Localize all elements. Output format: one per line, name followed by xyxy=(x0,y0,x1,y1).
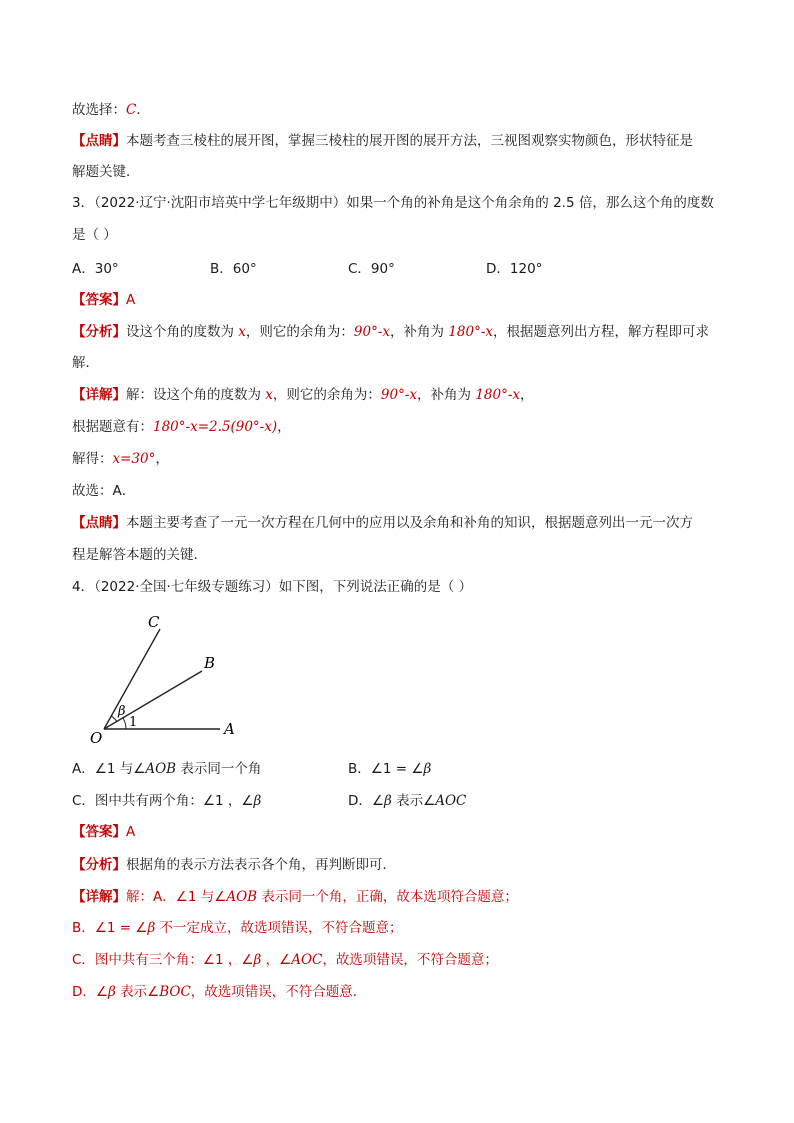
label-beta: β xyxy=(118,704,126,719)
label-c: C xyxy=(148,613,160,631)
q4-detail-line1: 【详解】解：A．∠1 与∠AOB 表示同一个角，正确，故本选项符合题意； xyxy=(72,889,518,905)
q3-detail-line2: 根据题意有：180°-x=2.5(90°-x)， xyxy=(72,419,291,435)
q4-option-c: C．图中共有两个角：∠1 ，∠β xyxy=(72,793,262,809)
q3-detail-line4: 故选：A． xyxy=(72,483,136,499)
arc-angle-beta xyxy=(111,716,117,722)
q3-option-d: D．120° xyxy=(486,261,543,277)
label-a: A xyxy=(224,720,235,738)
prev-conclusion: 故选择：C． xyxy=(72,102,150,118)
q3-analysis-line2: 解． xyxy=(72,355,99,371)
q4-option-d: D．∠β 表示∠AOC xyxy=(348,793,467,809)
ray-oc xyxy=(104,629,160,729)
q4-detail-line3: C．图中共有三个角：∠1 ，∠β ，∠AOC，故选项错误，不符合题意； xyxy=(72,952,498,968)
q3-option-b: B．60° xyxy=(210,261,257,277)
q4-option-b: B．∠1 = ∠β xyxy=(348,761,432,777)
ray-ob xyxy=(104,671,202,729)
q3-detail-line1: 【详解】解：设这个角的度数为 x，则它的余角为：90°-x，补角为 180°-x， xyxy=(72,387,534,403)
q3-point-line2: 程是解答本题的关键． xyxy=(72,547,207,563)
q3-option-a: A．30° xyxy=(72,261,119,277)
q3-option-c: C．90° xyxy=(348,261,395,277)
q3-answer: 【答案】A xyxy=(72,292,136,308)
arc-angle-1 xyxy=(123,718,126,729)
q3-detail-line3: 解得：x=30°， xyxy=(72,451,169,467)
q3-point-line1: 【点睛】本题主要考查了一元一次方程在几何中的应用以及余角和补角的知识，根据题意列出一元一次方 xyxy=(72,515,693,531)
q3-equation: 180°-x=2.5(90°-x) xyxy=(153,419,278,435)
q4-detail-line4: D．∠β 表示∠BOC，故选项错误，不符合题意． xyxy=(72,984,367,1000)
prev-point-line2: 解题关键． xyxy=(72,164,140,180)
q4-option-a: A．∠1 与∠AOB 表示同一个角 xyxy=(72,761,262,777)
angle-figure xyxy=(80,605,260,750)
point-tag: 【点睛】 xyxy=(72,133,126,149)
prev-point-line1: 【点睛】本题考查三棱柱的展开图，掌握三棱柱的展开图的展开方法，三视图观察实物颜色，形状特征是 xyxy=(72,133,693,149)
q3-solution: x=30° xyxy=(112,451,156,467)
q3-stem-line1: 3．（2022·辽宁·沈阳市培英中学七年级期中）如果一个角的补角是这个角余角的 2.5 倍，那么这个角的度数 xyxy=(72,195,714,211)
q4-detail-line2: B．∠1 = ∠β 不一定成立，故选项错误，不符合题意； xyxy=(72,920,403,936)
label-o: O xyxy=(90,729,103,747)
q3-analysis-line1: 【分析】设这个角的度数为 x，则它的余角为：90°-x，补角为 180°-x，根据题意列出方程，解方程即可求 xyxy=(72,324,710,340)
q4-answer: 【答案】A xyxy=(72,824,136,840)
label-b: B xyxy=(204,654,216,672)
q3-stem-line2: 是（ ） xyxy=(72,227,117,243)
prev-answer: C xyxy=(126,102,137,118)
q4-stem: 4．（2022·全国·七年级专题练习）如下图，下列说法正确的是（ ） xyxy=(72,579,473,595)
q4-analysis: 【分析】根据角的表示方法表示各个角，再判断即可． xyxy=(72,857,396,873)
label-1: 1 xyxy=(129,715,138,730)
